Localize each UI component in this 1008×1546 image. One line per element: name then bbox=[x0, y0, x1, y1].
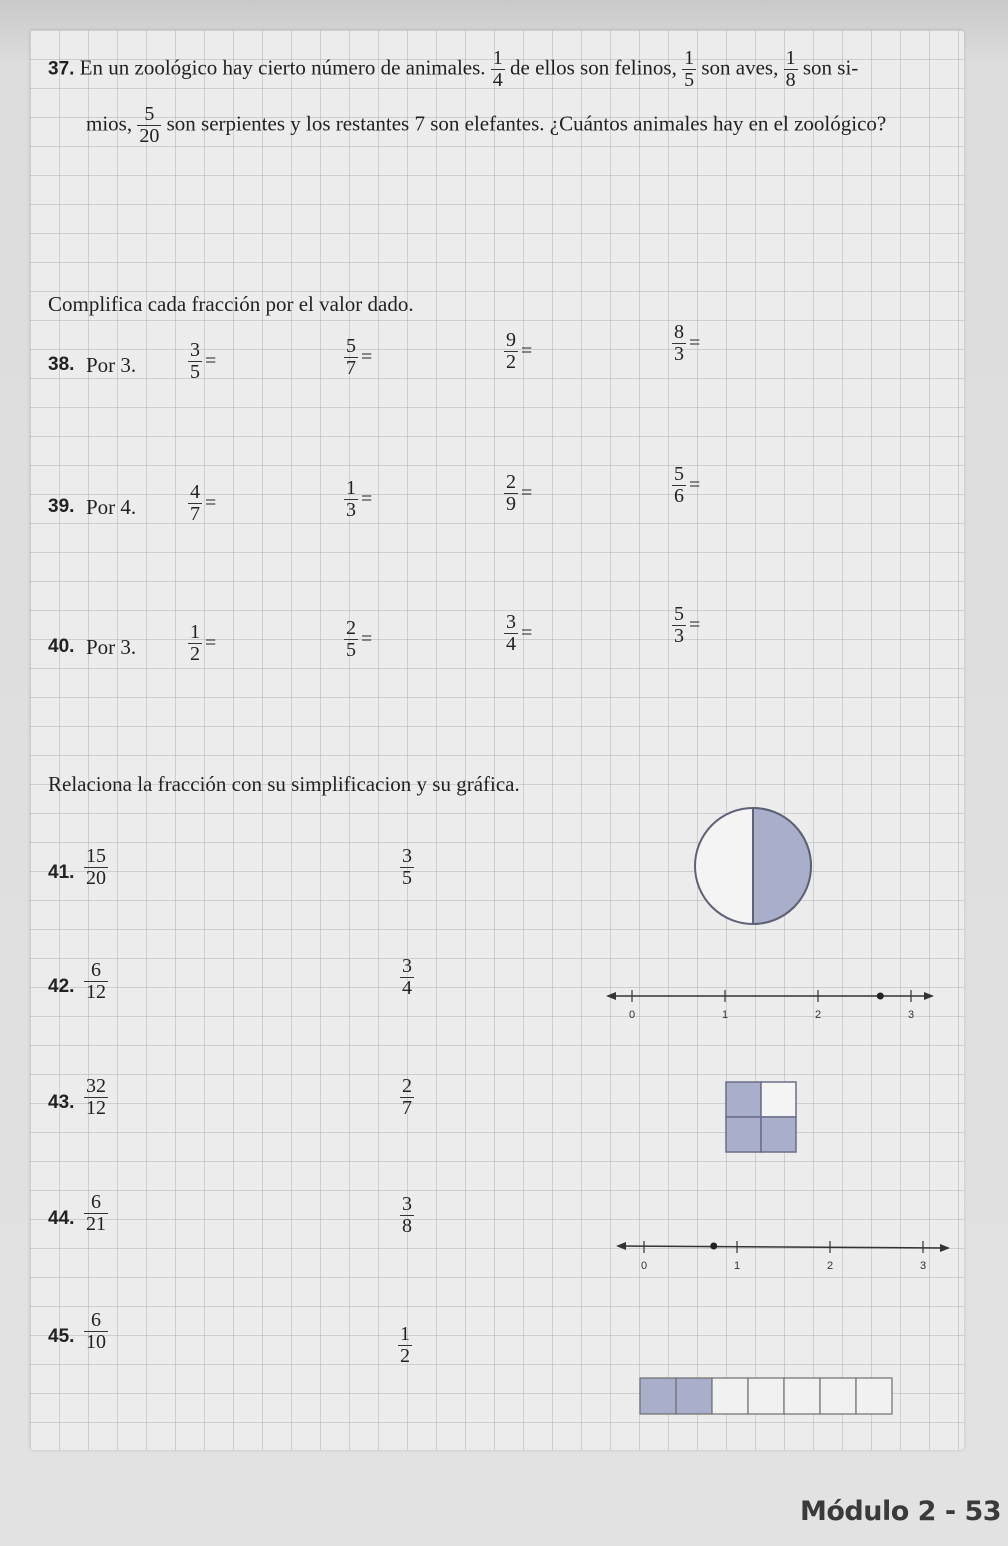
empty-strip-cell bbox=[856, 1378, 892, 1414]
fraction: $\frac{1}{8}$ bbox=[785, 47, 796, 91]
tick-label: 3 bbox=[907, 1009, 915, 1021]
fraction-simplified: $\frac{1}{2}$ bbox=[400, 1323, 410, 1367]
page-footer: Módulo 2 - 53 bbox=[800, 1496, 1002, 1527]
fraction: $\frac{5}{7}$ bbox=[346, 335, 356, 379]
empty-strip-cell bbox=[712, 1378, 748, 1414]
exercise-number: 45. bbox=[48, 1326, 75, 1347]
empty-strip-cell bbox=[820, 1378, 856, 1414]
fraction: $\frac{1}{5}$ bbox=[684, 47, 695, 91]
fraction: $\frac{5}{20}$ bbox=[139, 103, 160, 147]
fraction-simplified: $\frac{2}{7}$ bbox=[402, 1075, 412, 1119]
tick-label: 2 bbox=[814, 1009, 822, 1021]
problem-text: son serpientes y los restantes 7 son elefantes. ¿Cuántos animales hay en el zoológico? bbox=[166, 111, 887, 136]
equals-sign: = bbox=[689, 614, 701, 636]
number-line-point bbox=[877, 993, 884, 1000]
problem-text: mios, bbox=[86, 111, 133, 136]
equals-sign: = bbox=[205, 632, 217, 654]
section-heading-complify: Complifica cada fracción por el valor dado. bbox=[48, 292, 414, 316]
shaded-strip-cell bbox=[676, 1378, 712, 1414]
exercise-label: Por 3. bbox=[86, 635, 137, 659]
empty-strip-cell bbox=[784, 1378, 820, 1414]
half-shaded-circle bbox=[690, 804, 818, 930]
exercise-number: 39. bbox=[48, 496, 75, 517]
equals-sign: = bbox=[689, 332, 701, 354]
fraction: $\frac{4}{7}$ bbox=[190, 481, 200, 525]
exercise-label: Por 3. bbox=[86, 353, 137, 377]
equals-sign: = bbox=[205, 492, 217, 514]
problem-37 bbox=[48, 48, 858, 91]
tick-label: 1 bbox=[721, 1009, 729, 1021]
tick-label: 0 bbox=[628, 1009, 636, 1021]
problem-number: 37. bbox=[48, 58, 75, 80]
equals-sign: = bbox=[205, 350, 217, 372]
empty-strip-cell bbox=[748, 1378, 784, 1414]
fraction-strip-graphic bbox=[638, 1374, 894, 1418]
tick-label: 1 bbox=[733, 1260, 741, 1272]
empty-square bbox=[761, 1082, 796, 1117]
fraction: $\frac{1}{2}$ bbox=[190, 621, 200, 665]
equals-sign: = bbox=[521, 482, 533, 504]
fraction: $\frac{1}{4}$ bbox=[492, 47, 503, 91]
square-grid-graphic bbox=[724, 1080, 800, 1154]
exercise-number: 44. bbox=[48, 1208, 75, 1229]
fraction-left: $\frac{6}{12}$ bbox=[86, 959, 106, 1003]
fraction-left: $\frac{6}{10}$ bbox=[86, 1309, 106, 1353]
fraction: $\frac{5}{6}$ bbox=[674, 463, 684, 507]
fraction: $\frac{2}{5}$ bbox=[346, 617, 356, 661]
shaded-square bbox=[761, 1117, 796, 1152]
fraction: $\frac{3}{4}$ bbox=[506, 611, 516, 655]
fraction: $\frac{2}{9}$ bbox=[506, 471, 516, 515]
problem-37-line2 bbox=[86, 104, 886, 147]
fraction-left: $\frac{15}{20}$ bbox=[86, 845, 106, 889]
exercise-row-38 bbox=[48, 321, 948, 390]
number-line-1 bbox=[604, 984, 940, 1024]
shaded-square bbox=[726, 1117, 761, 1152]
fraction: $\frac{5}{3}$ bbox=[674, 603, 684, 647]
section-heading-relate: Relaciona la fracción con su simplificacion y su gráfica. bbox=[48, 772, 520, 796]
exercise-number: 42. bbox=[48, 976, 75, 997]
fraction: $\frac{8}{3}$ bbox=[674, 321, 684, 365]
exercise-row-39 bbox=[48, 463, 948, 532]
fraction-simplified: $\frac{3}{4}$ bbox=[402, 955, 412, 999]
fraction-left: $\frac{32}{12}$ bbox=[86, 1075, 106, 1119]
exercise-number: 41. bbox=[48, 862, 75, 883]
number-line-2 bbox=[614, 1232, 954, 1276]
fraction: $\frac{9}{2}$ bbox=[506, 329, 516, 373]
fraction: $\frac{1}{3}$ bbox=[346, 477, 356, 521]
problem-text: son si- bbox=[802, 55, 859, 80]
shaded-strip-cell bbox=[640, 1378, 676, 1414]
equals-sign: = bbox=[521, 340, 533, 362]
exercise-number: 40. bbox=[48, 636, 75, 657]
problem-text: En un zoológico hay cierto número de animales. bbox=[79, 55, 486, 80]
equals-sign: = bbox=[361, 488, 373, 510]
equals-sign: = bbox=[521, 622, 533, 644]
shaded-square bbox=[726, 1082, 761, 1117]
fraction: $\frac{3}{5}$ bbox=[190, 339, 200, 383]
problem-text: de ellos son felinos, bbox=[510, 55, 677, 80]
tick-label: 0 bbox=[640, 1260, 648, 1272]
exercise-label: Por 4. bbox=[86, 495, 137, 519]
fraction-simplified: $\frac{3}{8}$ bbox=[402, 1193, 412, 1237]
equals-sign: = bbox=[689, 474, 701, 496]
exercise-row-40 bbox=[48, 603, 948, 672]
fraction-simplified: $\frac{3}{5}$ bbox=[402, 845, 412, 889]
tick-label: 3 bbox=[919, 1260, 927, 1272]
number-line-point bbox=[710, 1243, 717, 1250]
problem-text: son aves, bbox=[701, 55, 779, 80]
fraction-left: $\frac{6}{21}$ bbox=[86, 1191, 106, 1235]
equals-sign: = bbox=[361, 346, 373, 368]
equals-sign: = bbox=[361, 628, 373, 650]
exercise-number: 43. bbox=[48, 1092, 75, 1113]
exercise-number: 38. bbox=[48, 354, 75, 375]
tick-label: 2 bbox=[826, 1260, 834, 1272]
